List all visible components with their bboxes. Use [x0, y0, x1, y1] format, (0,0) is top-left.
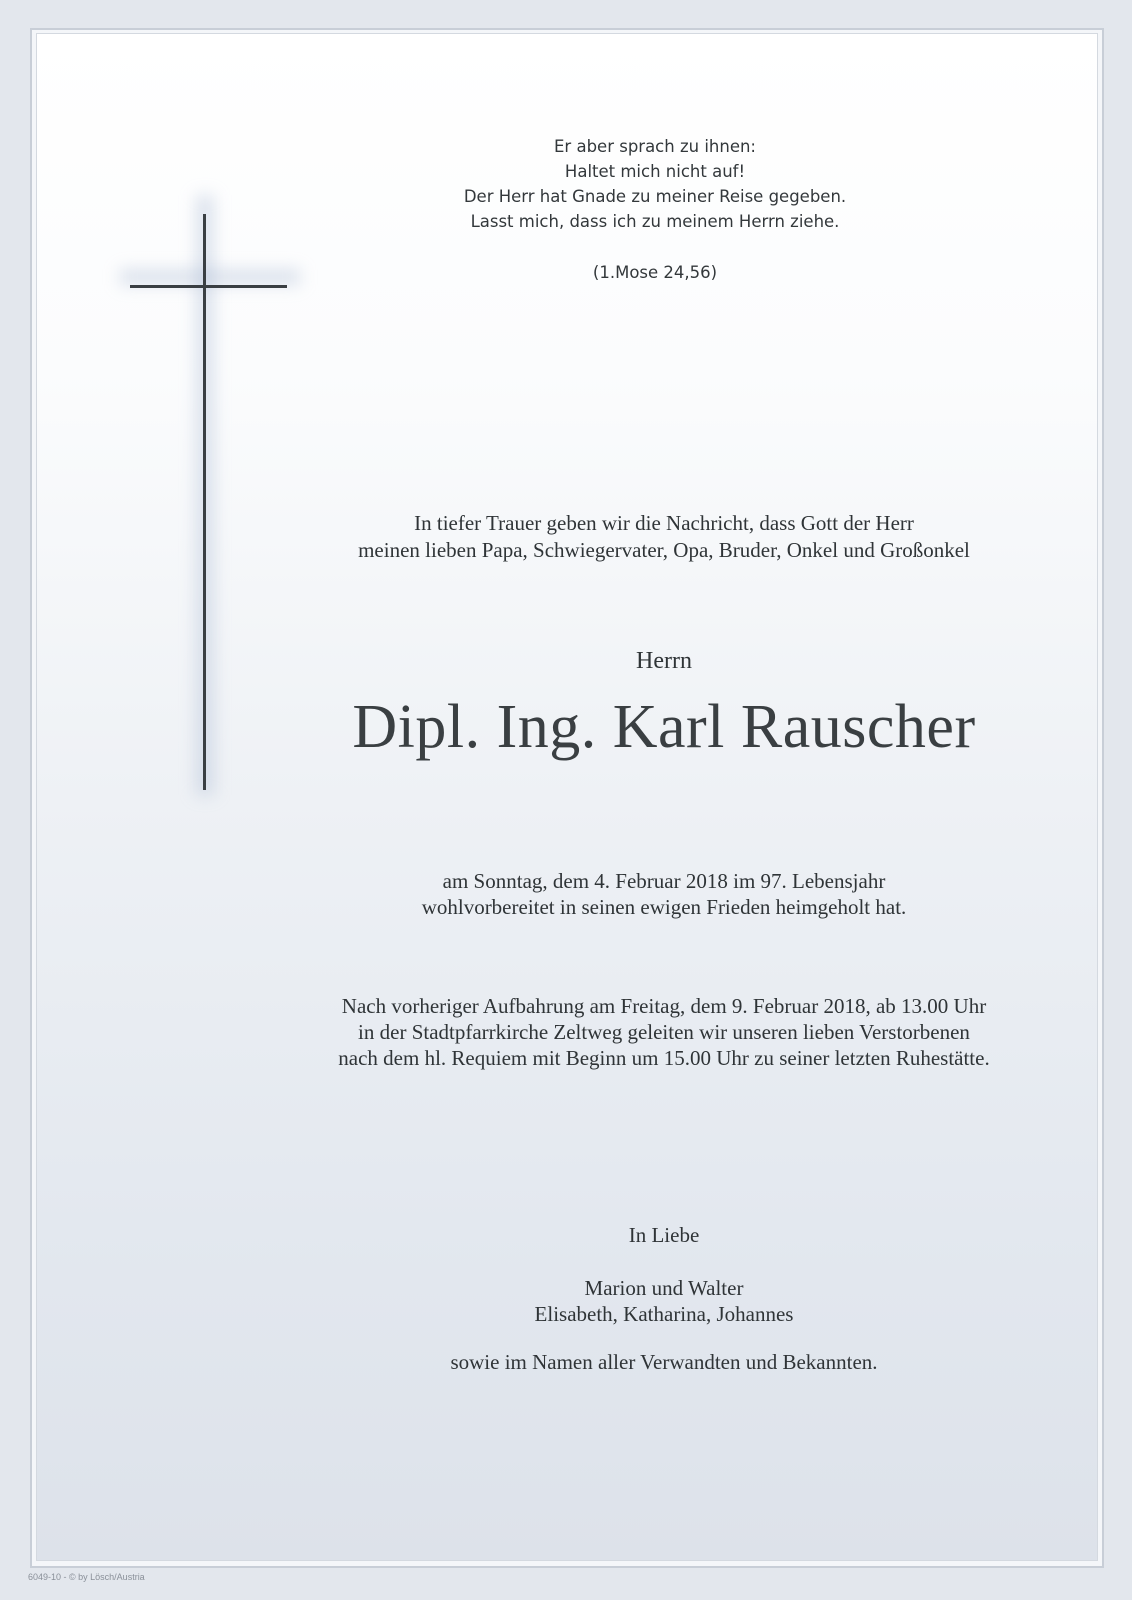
- death-line: wohlvorbereitet in seinen ewigen Frieden heimgeholt hat.: [421, 895, 907, 919]
- family-names: [300, 1275, 1028, 1327]
- verse-line: Lasst mich, dass ich zu meinem Herrn ziehe.: [470, 212, 840, 231]
- verse-reference: (1.Mose 24,56): [592, 263, 718, 282]
- verse-line: Haltet mich nicht auf!: [564, 162, 746, 181]
- family-line: Marion und Walter: [584, 1276, 744, 1300]
- verse-line: Er aber sprach zu ihnen:: [554, 137, 756, 156]
- death-line: am Sonntag, dem 4. Februar 2018 im 97. Lebensjahr: [442, 869, 886, 893]
- bible-verse: [385, 134, 925, 285]
- relatives-line: sowie im Namen aller Verwandten und Bekannten.: [450, 1350, 878, 1374]
- in-love-heading: In Liebe: [628, 1223, 700, 1247]
- funeral-line: in der Stadtpfarrkirche Zeltweg geleiten wir unseren lieben Verstorbenen: [358, 1020, 970, 1044]
- family-line: Elisabeth, Katharina, Johannes: [534, 1302, 794, 1326]
- deceased-name: Dipl. Ing. Karl Rauscher: [352, 693, 976, 761]
- salutation: Herrn: [636, 648, 692, 674]
- announcement-line: In tiefer Trauer geben wir die Nachricht, dass Gott der Herr: [414, 511, 914, 535]
- announcement: [300, 510, 1028, 564]
- cross-icon: [120, 205, 300, 795]
- funeral-line: nach dem hl. Requiem mit Beginn um 15.00 Uhr zu seiner letzten Ruhestätte.: [338, 1046, 990, 1070]
- death-notice: [300, 868, 1028, 920]
- funeral-details: [300, 993, 1028, 1071]
- announcement-line: meinen lieben Papa, Schwiegervater, Opa, Bruder, Onkel und Großonkel: [358, 538, 970, 562]
- print-footer: 6049-10 - © by Lösch/Austria: [28, 1572, 145, 1582]
- verse-line: Der Herr hat Gnade zu meiner Reise gegeben.: [463, 187, 847, 206]
- funeral-line: Nach vorheriger Aufbahrung am Freitag, dem 9. Februar 2018, ab 13.00 Uhr: [341, 994, 987, 1018]
